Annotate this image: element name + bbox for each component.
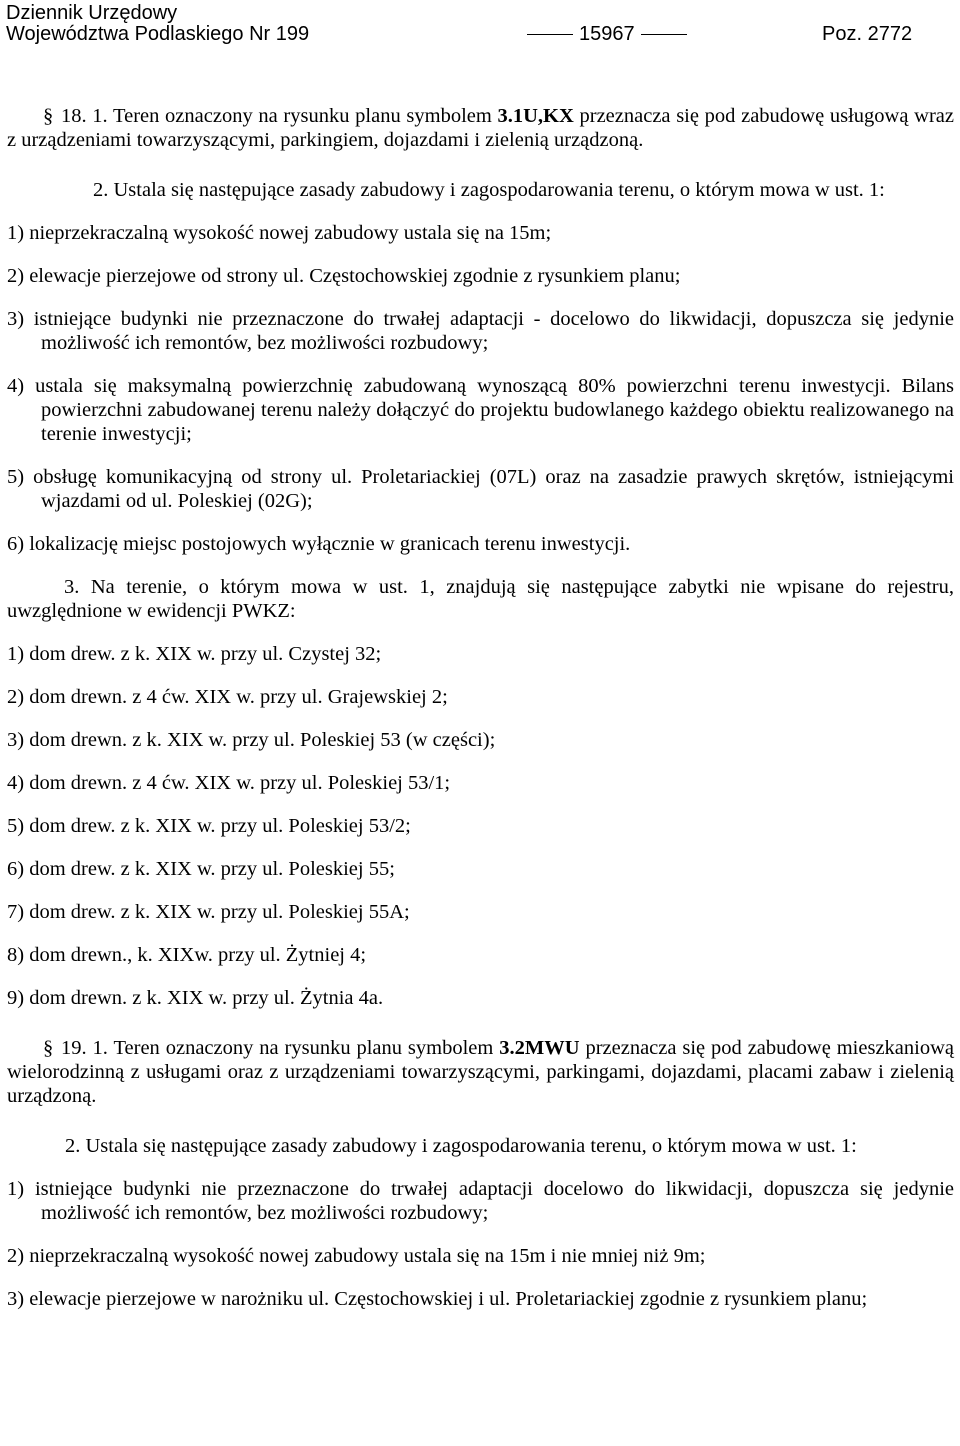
dash-left bbox=[527, 34, 573, 35]
s18-item-4: 4) ustala się maksymalną powierzchnię zabudowaną wynoszącą 80% powierzchni terenu inwestycji. Bilans powierzchni zabudowanej terenu należy dołączyć do projektu budowlanego każdego obiektu realizowanego na terenie inwestycji; bbox=[7, 375, 954, 445]
monument-4: 4) dom drewn. z 4 ćw. XIX w. przy ul. Poleskiej 53/1; bbox=[7, 772, 451, 794]
section-sign: § bbox=[43, 1037, 54, 1059]
s19-intro: 19. 1. Teren oznaczony na rysunku planu symbolem bbox=[61, 1037, 500, 1059]
s18-item-3: 3) istniejące budynki nie przeznaczone do trwałej adaptacji - docelowo do likwidacji, dopuszcza się jedynie możliwość ich remontów, bez możliwości rozbudowy; bbox=[7, 308, 954, 354]
monument-9: 9) dom drewn. z k. XIX w. przy ul. Żytnia 4a. bbox=[7, 987, 384, 1009]
monument-8: 8) dom drewn., k. XIXw. przy ul. Żytniej 4; bbox=[7, 944, 367, 966]
s18-item-2: 2) elewacje pierzejowe od strony ul. Częstochowskiej zgodnie z rysunkiem planu; bbox=[7, 265, 681, 287]
document-body bbox=[7, 104, 954, 1311]
s18-rest: przeznacza się pod zabudowę usługową wraz z urządzeniami towarzyszącymi, parkingiem, dojazdami i zielenią urządzoną. bbox=[7, 105, 954, 151]
s18-item-5: 5) obsługę komunikacyjną od strony ul. Proletariackiej (07L) oraz na zasadzie prawych skrętów, istniejącymi wjazdami od ul. Poleskiej (02G); bbox=[7, 466, 954, 512]
monument-7: 7) dom drew. z k. XIX w. przy ul. Poleskiej 55A; bbox=[7, 901, 410, 923]
monument-5: 5) dom drew. z k. XIX w. przy ul. Poleskiej 53/2; bbox=[7, 815, 411, 837]
monument-6: 6) dom drew. z k. XIX w. przy ul. Poleskiej 55; bbox=[7, 858, 395, 880]
page-number-text: 15967 bbox=[579, 23, 635, 45]
s19-para-1 bbox=[7, 1036, 954, 1108]
s19-item-1: 1) istniejące budynki nie przeznaczone do trwałej adaptacji docelowo do likwidacji, dopuszcza się jedynie możliwość ich remontów, bez możliwości rozbudowy; bbox=[7, 1178, 954, 1224]
s18-item-1: 1) nieprzekraczalną wysokość nowej zabudowy ustala się na 15m; bbox=[7, 222, 552, 244]
s18-para-3: 3. Na terenie, o którym mowa w ust. 1, znajdują się następujące zabytki nie wpisane do rejestru, uwzględnione w ewidencji PWKZ: bbox=[7, 576, 954, 622]
s18-intro: 18. 1. Teren oznaczony na rysunku planu symbolem bbox=[61, 105, 498, 127]
s19-rest: przeznacza się pod zabudowę mieszkaniową wielorodzinną z usługami oraz z urządzeniami towarzyszącymi, parkingami, dojazdami, placami zabaw i zielenią urządzoną. bbox=[7, 1037, 954, 1107]
dash-right bbox=[641, 34, 687, 35]
monument-2: 2) dom drewn. z 4 ćw. XIX w. przy ul. Grajewskiej 2; bbox=[7, 686, 448, 708]
s19-item-2: 2) nieprzekraczalną wysokość nowej zabudowy ustala się na 15m i nie mniej niż 9m; bbox=[7, 1245, 706, 1267]
page-number bbox=[521, 22, 693, 46]
monument-3: 3) dom drewn. z k. XIX w. przy ul. Poleskiej 53 (w części); bbox=[7, 729, 496, 751]
s18-symbol: 3.1U,KX bbox=[497, 105, 574, 127]
s18-para-1 bbox=[7, 104, 954, 152]
s18-para-2: 2. Ustala się następujące zasady zabudowy i zagospodarowania terenu, o którym mowa w ust. 1: bbox=[93, 179, 885, 201]
s19-para-2: 2. Ustala się następujące zasady zabudowy i zagospodarowania terenu, o którym mowa w ust. 1: bbox=[65, 1135, 857, 1157]
s18-item-6: 6) lokalizację miejsc postojowych wyłącznie w granicach terenu inwestycji. bbox=[7, 533, 631, 555]
section-sign: § bbox=[43, 105, 54, 127]
journal-title: Dziennik Urzędowy bbox=[6, 2, 178, 24]
monument-1: 1) dom drew. z k. XIX w. przy ul. Czystej 32; bbox=[7, 643, 382, 665]
s19-item-3: 3) elewacje pierzejowe w narożniku ul. Częstochowskiej i ul. Proletariackiej zgodnie z rysunkiem planu; bbox=[7, 1288, 868, 1310]
position-number: Poz. 2772 bbox=[822, 23, 913, 45]
s19-symbol: 3.2MWU bbox=[499, 1037, 580, 1059]
journal-issue: Województwa Podlaskiego Nr 199 bbox=[6, 23, 310, 45]
